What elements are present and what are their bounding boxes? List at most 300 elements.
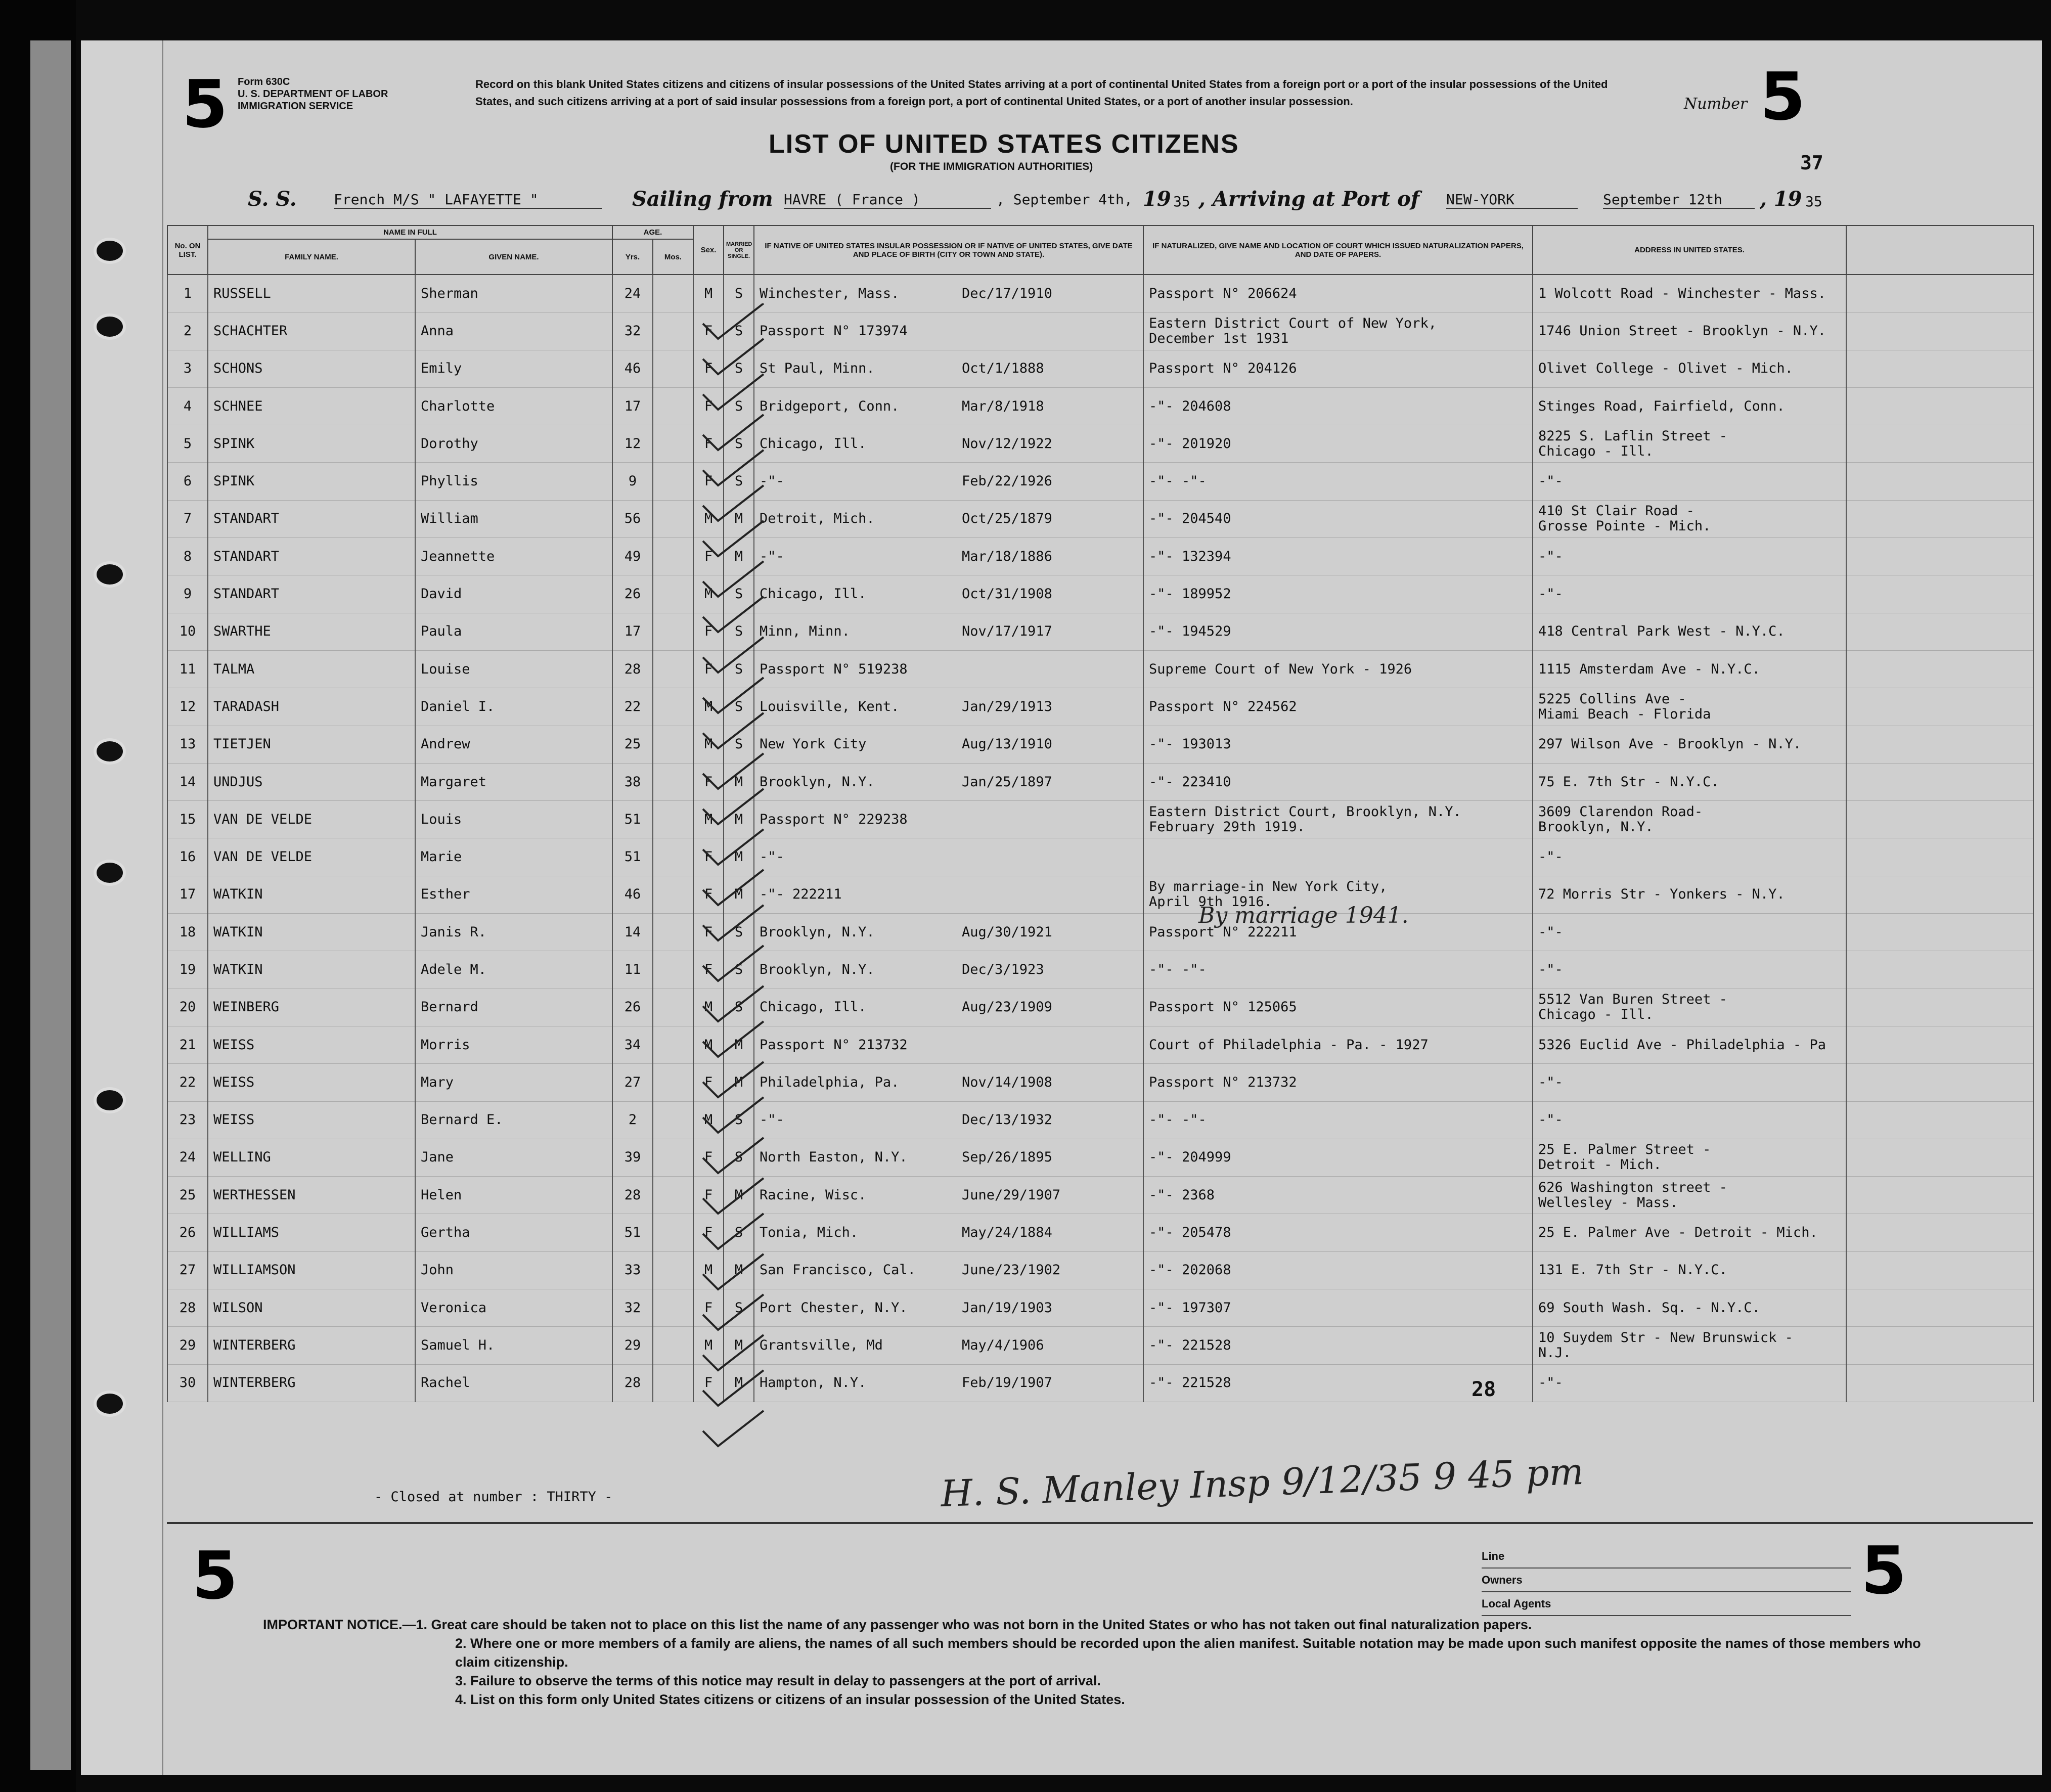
notice-item-4: 4. List on this form only United States citizens or citizens of an insular possession of the United States. (455, 1692, 1125, 1707)
age-months (653, 763, 693, 800)
age-months (653, 350, 693, 387)
birth-info (754, 1214, 1143, 1251)
sex: M (693, 726, 724, 763)
family-name: SCHNEE (208, 387, 415, 425)
punch-hole (94, 313, 126, 340)
marital-status: S (724, 613, 754, 650)
given-name: Andrew (415, 726, 612, 763)
family-name: WILLIAMS (208, 1214, 415, 1251)
sex: F (693, 914, 724, 951)
table-row (167, 763, 2033, 800)
blank-cell (1846, 688, 2033, 726)
table-row (167, 1289, 2033, 1327)
age-years: 22 (612, 688, 653, 726)
address: Stinges Road, Fairfield, Conn. (1533, 387, 1846, 425)
table-row (167, 613, 2033, 650)
table-row (167, 500, 2033, 537)
address: -"- (1533, 463, 1846, 500)
family-name: WERTHESSEN (208, 1177, 415, 1214)
blank-cell (1846, 951, 2033, 989)
marital-status: M (724, 801, 754, 838)
age-months (653, 1139, 693, 1176)
naturalization-info: -"- 193013 (1143, 726, 1533, 763)
address: -"- (1533, 914, 1846, 951)
birth-info (754, 838, 1143, 876)
birth-info (754, 876, 1143, 913)
punch-hole (94, 561, 126, 588)
age-years: 25 (612, 726, 653, 763)
age-years: 28 (612, 1364, 653, 1402)
age-months (653, 500, 693, 537)
birth-place: -"- 222211 (760, 886, 842, 903)
age-months (653, 575, 693, 613)
table-row (167, 1177, 2033, 1214)
table-row (167, 650, 2033, 688)
birth-place: San Francisco, Cal. (760, 1262, 916, 1278)
birth-place: St Paul, Minn. (760, 361, 875, 377)
sex: F (693, 387, 724, 425)
blank-cell (1846, 500, 2033, 537)
naturalization-info: -"- 202068 (1143, 1251, 1533, 1289)
family-name: STANDART (208, 538, 415, 575)
birth-info (754, 726, 1143, 763)
header-family-name: FAMILY NAME. (208, 239, 415, 275)
check-marks (698, 303, 769, 1476)
table-row (167, 688, 2033, 726)
birth-date: Oct/1/1888 (962, 361, 1044, 377)
footer-big-number-left: 5 (192, 1537, 238, 1614)
birth-info (754, 1251, 1143, 1289)
given-name: Gertha (415, 1214, 612, 1251)
binder-strip (30, 40, 71, 1770)
age-months (653, 275, 693, 312)
blank-cell (1846, 575, 2033, 613)
row-number: 19 (167, 951, 208, 989)
sex: M (693, 500, 724, 537)
family-name: SPINK (208, 463, 415, 500)
blank-cell (1846, 1177, 2033, 1214)
blank-cell (1846, 650, 2033, 688)
naturalization-info: Passport N° 206624 (1143, 275, 1533, 312)
table-row (167, 726, 2033, 763)
naturalization-info: Passport N° 222211 (1143, 914, 1533, 951)
age-years: 9 (612, 463, 653, 500)
blank-cell (1846, 387, 2033, 425)
given-name: Veronica (415, 1289, 612, 1327)
age-years: 29 (612, 1327, 653, 1364)
sailing-label: Sailing from (632, 187, 773, 211)
birth-place: Passport N° 173974 (760, 323, 908, 339)
age-months (653, 425, 693, 463)
address: 72 Morris Str - Yonkers - N.Y. (1533, 876, 1846, 913)
age-months (653, 1251, 693, 1289)
birth-place: New York City (760, 736, 867, 752)
blank-cell (1846, 1139, 2033, 1176)
given-name: Mary (415, 1064, 612, 1101)
ship-name: French M/S " LAFAYETTE " (334, 191, 602, 209)
marital-status: M (724, 1026, 754, 1063)
row-number: 9 (167, 575, 208, 613)
punch-hole (94, 238, 126, 264)
tally-number: 28 (1472, 1378, 1496, 1401)
marital-status: S (724, 914, 754, 951)
address: 25 E. Palmer Street - Detroit - Mich. (1533, 1139, 1846, 1176)
age-months (653, 1064, 693, 1101)
sex: M (693, 688, 724, 726)
birth-info (754, 1139, 1143, 1176)
birth-info (754, 989, 1143, 1026)
address: 1 Wolcott Road - Winchester - Mass. (1533, 275, 1846, 312)
arriving-label: , Arriving at Port of (1198, 187, 1420, 211)
row-number: 18 (167, 914, 208, 951)
address: 626 Washington street - Wellesley - Mass. (1533, 1177, 1846, 1214)
marital-status: S (724, 650, 754, 688)
birth-info (754, 387, 1143, 425)
row-number: 11 (167, 650, 208, 688)
age-years: 34 (612, 1026, 653, 1063)
birth-date: Dec/17/1910 (962, 285, 1052, 301)
blank-cell (1846, 726, 2033, 763)
punch-hole (94, 738, 126, 765)
birth-place: North Easton, N.Y. (760, 1149, 908, 1166)
given-name: Rachel (415, 1364, 612, 1402)
table-row (167, 387, 2033, 425)
birth-date: Mar/8/1918 (962, 398, 1044, 414)
inspector-signature: H. S. Manley Insp 9/12/35 9 45 pm (940, 1450, 1585, 1515)
blank-cell (1846, 350, 2033, 387)
passenger-table (167, 225, 2034, 1402)
age-months (653, 801, 693, 838)
marital-status: S (724, 688, 754, 726)
naturalization-info: -"- -"- (1143, 463, 1533, 500)
birth-info (754, 650, 1143, 688)
family-name: TIETJEN (208, 726, 415, 763)
given-name: William (415, 500, 612, 537)
header-age: AGE. (612, 226, 693, 239)
naturalization-info: -"- 223410 (1143, 763, 1533, 800)
address: 1115 Amsterdam Ave - N.Y.C. (1533, 650, 1846, 688)
form-number: Form 630C (238, 76, 290, 87)
birth-place: Passport N° 519238 (760, 661, 908, 677)
given-name: Charlotte (415, 387, 612, 425)
service-name: IMMIGRATION SERVICE (238, 101, 353, 112)
age-years: 26 (612, 575, 653, 613)
port-to: NEW-YORK (1446, 191, 1578, 209)
family-name: RUSSELL (208, 275, 415, 312)
header-name-in-full: NAME IN FULL (208, 226, 612, 239)
address: 418 Central Park West - N.Y.C. (1533, 613, 1846, 650)
family-name: SCHONS (208, 350, 415, 387)
table-row (167, 914, 2033, 951)
age-months (653, 1289, 693, 1327)
birth-place: Chicago, Ill. (760, 999, 867, 1015)
marital-status: S (724, 575, 754, 613)
given-name: Margaret (415, 763, 612, 800)
age-years: 12 (612, 425, 653, 463)
address: 10 Suydem Str - New Brunswick - N.J. (1533, 1327, 1846, 1364)
given-name: Samuel H. (415, 1327, 612, 1364)
row-number: 21 (167, 1026, 208, 1063)
row-number: 5 (167, 425, 208, 463)
birth-date: Oct/31/1908 (962, 586, 1052, 602)
sex: F (693, 425, 724, 463)
blank-cell (1846, 914, 2033, 951)
naturalization-info: Eastern District Court, Brooklyn, N.Y. February 29th 1919. (1143, 801, 1533, 838)
family-name: TARADASH (208, 688, 415, 726)
sex: F (693, 538, 724, 575)
handwritten-marriage-note: By marriage 1941. (1198, 903, 1409, 928)
age-months (653, 538, 693, 575)
marital-status: S (724, 350, 754, 387)
age-months (653, 1327, 693, 1364)
table-row (167, 425, 2033, 463)
given-name: Emily (415, 350, 612, 387)
marital-status: S (724, 275, 754, 312)
list-number: 5 (1760, 58, 1806, 135)
blank-cell (1846, 876, 2033, 913)
blank-cell (1846, 312, 2033, 350)
birth-place: Minn, Minn. (760, 623, 850, 640)
row-number: 3 (167, 350, 208, 387)
marital-status: M (724, 538, 754, 575)
family-name: WEINBERG (208, 989, 415, 1026)
given-name: Phyllis (415, 463, 612, 500)
notice-item-2: 2. Where one or more members of a family are aliens, the names of all such members should be recorded upon the alien manifest. Suitable notation may be made upon such manifest opposite the names of those members who claim citizenship. (455, 1636, 1921, 1670)
birth-info (754, 613, 1143, 650)
family-name: WINTERBERG (208, 1327, 415, 1364)
sex: F (693, 763, 724, 800)
blank-cell (1846, 1251, 2033, 1289)
given-name: Bernard (415, 989, 612, 1026)
birth-place: Hampton, N.Y. (760, 1375, 867, 1391)
naturalization-info: -"- 204540 (1143, 500, 1533, 537)
age-years: 49 (612, 538, 653, 575)
table-row (167, 801, 2033, 838)
blank-cell (1846, 838, 2033, 876)
punch-hole (94, 860, 126, 886)
blank-cell (1846, 763, 2033, 800)
row-number: 12 (167, 688, 208, 726)
given-name: Helen (415, 1177, 612, 1214)
family-name: WATKIN (208, 914, 415, 951)
given-name: Anna (415, 312, 612, 350)
blank-cell (1846, 989, 2033, 1026)
header-naturalized: IF NATURALIZED, GIVE NAME AND LOCATION OF COURT WHICH ISSUED NATURALIZATION PAPERS, AND DATE OF PAPERS. (1143, 226, 1533, 275)
blank-cell (1846, 1327, 2033, 1364)
family-name: STANDART (208, 575, 415, 613)
marital-status: M (724, 763, 754, 800)
age-years: 39 (612, 1139, 653, 1176)
address: 5225 Collins Ave - Miami Beach - Florida (1533, 688, 1846, 726)
birth-info (754, 1177, 1143, 1214)
address: -"- (1533, 538, 1846, 575)
local-agents-label: Local Agents (1482, 1592, 1851, 1616)
birth-info (754, 1327, 1143, 1364)
address: 8225 S. Laflin Street - Chicago - Ill. (1533, 425, 1846, 463)
sex: F (693, 876, 724, 913)
blank-cell (1846, 463, 2033, 500)
age-years: 11 (612, 951, 653, 989)
age-months (653, 387, 693, 425)
given-name: Morris (415, 1026, 612, 1063)
birth-info (754, 538, 1143, 575)
family-name: UNDJUS (208, 763, 415, 800)
family-name: TALMA (208, 650, 415, 688)
blank-cell (1846, 1101, 2033, 1139)
birth-date: Sep/26/1895 (962, 1149, 1052, 1166)
row-number: 16 (167, 838, 208, 876)
row-number: 4 (167, 387, 208, 425)
age-months (653, 1177, 693, 1214)
line-fields (1482, 1545, 1851, 1616)
table-row (167, 951, 2033, 989)
birth-date: Mar/18/1886 (962, 548, 1052, 564)
table-row (167, 876, 2033, 913)
family-name: STANDART (208, 500, 415, 537)
sex: M (693, 275, 724, 312)
marital-status: S (724, 1214, 754, 1251)
sex: F (693, 350, 724, 387)
birth-info (754, 914, 1143, 951)
birth-info (754, 1289, 1143, 1327)
birth-place: Racine, Wisc. (760, 1187, 867, 1203)
age-years: 28 (612, 1177, 653, 1214)
family-name: VAN DE VELDE (208, 801, 415, 838)
age-months (653, 1026, 693, 1063)
row-number: 29 (167, 1327, 208, 1364)
row-number: 2 (167, 312, 208, 350)
birth-info (754, 801, 1143, 838)
birth-place: Philadelphia, Pa. (760, 1074, 900, 1090)
address: 131 E. 7th Str - N.Y.C. (1533, 1251, 1846, 1289)
age-years: 51 (612, 801, 653, 838)
table-row (167, 538, 2033, 575)
record-instructions: Record on this blank United States citizens and citizens of insular possessions of the United States arriving at a port of continental United States from a foreign port or a port of the insular possessions of the United States, and such citizens arriving at a port of said insular possessions from a foreign port, a port of continental United States, or a port of another insular possession. (475, 78, 1608, 108)
birth-date: Jan/25/1897 (962, 774, 1052, 790)
marital-status: S (724, 1101, 754, 1139)
marital-status: S (724, 726, 754, 763)
age-months (653, 914, 693, 951)
sex: M (693, 1026, 724, 1063)
family-name: WILSON (208, 1289, 415, 1327)
sex: M (693, 1251, 724, 1289)
sailing-date: , September 4th, (996, 191, 1133, 208)
age-years: 33 (612, 1251, 653, 1289)
blank-cell (1846, 1289, 2033, 1327)
family-name: WEISS (208, 1101, 415, 1139)
form-big-number: 5 (182, 66, 228, 143)
address: 25 E. Palmer Ave - Detroit - Mich. (1533, 1214, 1846, 1251)
sex: F (693, 951, 724, 989)
sex: M (693, 801, 724, 838)
family-name: SPINK (208, 425, 415, 463)
blank-cell (1846, 425, 2033, 463)
naturalization-info: Passport N° 224562 (1143, 688, 1533, 726)
birth-info (754, 1364, 1143, 1402)
row-number: 26 (167, 1214, 208, 1251)
row-number: 23 (167, 1101, 208, 1139)
row-number: 15 (167, 801, 208, 838)
sex: M (693, 1327, 724, 1364)
arrival-year-prefix: , 19 (1760, 187, 1802, 211)
table-row (167, 312, 2033, 350)
table-row (167, 1139, 2033, 1176)
sex: F (693, 463, 724, 500)
age-months (653, 876, 693, 913)
row-number: 17 (167, 876, 208, 913)
birth-date: Oct/25/1879 (962, 511, 1052, 527)
header-married: MARRIED OR SINGLE. (724, 226, 754, 275)
table-row (167, 989, 2033, 1026)
address: -"- (1533, 838, 1846, 876)
given-name: Bernard E. (415, 1101, 612, 1139)
marital-status: M (724, 876, 754, 913)
birth-info (754, 500, 1143, 537)
notice-item-3: 3. Failure to observe the terms of this notice may result in delay to passengers at the port of arrival. (455, 1673, 1101, 1688)
marital-status: S (724, 312, 754, 350)
sex: F (693, 838, 724, 876)
naturalization-info: -"- 2368 (1143, 1177, 1533, 1214)
marital-status: M (724, 500, 754, 537)
birth-date: Nov/12/1922 (962, 435, 1052, 452)
birth-place: Tonia, Mich. (760, 1225, 859, 1241)
birth-date: May/24/1884 (962, 1225, 1052, 1241)
naturalization-info (1143, 838, 1533, 876)
notice-lead: IMPORTANT NOTICE.— (263, 1617, 416, 1632)
table-row (167, 1327, 2033, 1364)
age-years: 38 (612, 763, 653, 800)
age-months (653, 1214, 693, 1251)
naturalization-info: -"- 201920 (1143, 425, 1533, 463)
birth-date: Dec/13/1932 (962, 1112, 1052, 1128)
row-number: 20 (167, 989, 208, 1026)
naturalization-info: -"- 221528 (1143, 1327, 1533, 1364)
naturalization-info: -"- 189952 (1143, 575, 1533, 613)
table-row (167, 1251, 2033, 1289)
address: 5326 Euclid Ave - Philadelphia - Pa (1533, 1026, 1846, 1063)
important-notice (263, 1616, 1952, 1709)
family-name: WATKIN (208, 951, 415, 989)
birth-date: June/29/1907 (962, 1187, 1061, 1203)
birth-date: June/23/1902 (962, 1262, 1061, 1278)
page-title: LIST OF UNITED STATES CITIZENS (769, 129, 1239, 159)
birth-place: Passport N° 213732 (760, 1037, 908, 1053)
birth-place: -"- (760, 1112, 784, 1128)
birth-info (754, 951, 1143, 989)
closed-at-number: - Closed at number : THIRTY - (374, 1489, 613, 1505)
header-yrs: Yrs. (612, 239, 653, 275)
department-name: U. S. DEPARTMENT OF LABOR (238, 88, 388, 100)
footer-divider (167, 1522, 2033, 1524)
marital-status: M (724, 1064, 754, 1101)
notice-item-1: 1. Great care should be taken not to place on this list the name of any passenger who was not born in the United States or who has not taken out final naturalization papers. (416, 1617, 1532, 1632)
birth-info (754, 463, 1143, 500)
age-months (653, 1101, 693, 1139)
punch-hole (94, 1391, 126, 1417)
birth-info (754, 425, 1143, 463)
age-years: 17 (612, 613, 653, 650)
age-years: 56 (612, 500, 653, 537)
age-years: 28 (612, 650, 653, 688)
address: -"- (1533, 1364, 1846, 1402)
birth-date: Jan/19/1903 (962, 1300, 1052, 1316)
family-name: WATKIN (208, 876, 415, 913)
age-years: 51 (612, 838, 653, 876)
birth-place: Brooklyn, N.Y. (760, 774, 875, 790)
address: Olivet College - Olivet - Mich. (1533, 350, 1846, 387)
row-number: 10 (167, 613, 208, 650)
passenger-rows (167, 275, 2033, 1402)
